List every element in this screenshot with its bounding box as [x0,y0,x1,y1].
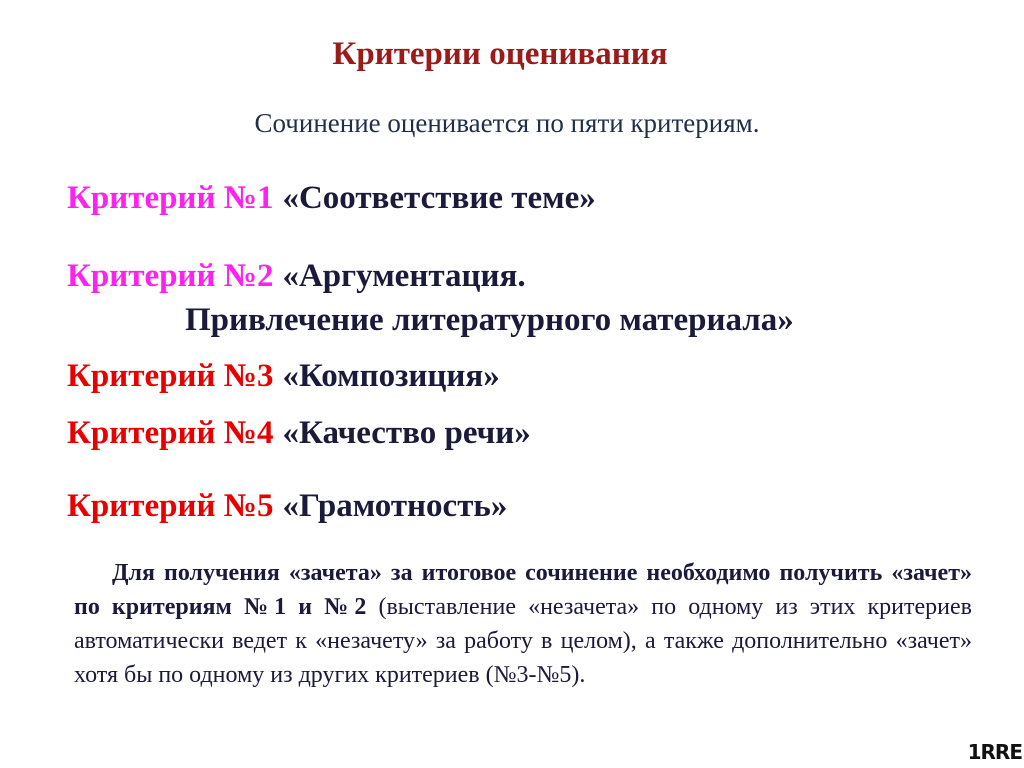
criterion-name: «Аргументация. [282,258,526,294]
criterion-5 [67,488,507,525]
slide-title: Критерии оценивания [332,36,668,72]
criterion-name: «Композиция» [282,358,500,394]
note-text: (выставление «незачета» по одному из этих критериев автоматически ведет к «незачету» за работу в целом), а также дополнительно «зачет» хотя бы по одному из других критериев (№3-№5). [74,594,972,688]
criterion-label: Критерий №4 [67,415,274,451]
criterion-label: Критерий №3 [67,358,274,394]
criterion-name: «Грамотность» [282,488,508,524]
note-bold-text: Для получения «зачета» за итоговое сочинение необходимо получить «зачет» по критериям №1 и №2 [74,560,972,620]
criterion-4 [67,415,531,452]
criterion-label: Критерий №1 [67,180,274,216]
criterion-1 [67,180,596,217]
pass-requirements-note [74,556,972,692]
watermark-logo: 1RRE [967,740,1022,764]
criterion-2-continuation: Привлечение литературного материала» [185,302,794,338]
criterion-name: «Соответствие теме» [282,180,596,216]
criterion-3 [67,358,500,395]
criterion-label: Критерий №2 [67,258,274,294]
criterion-name: «Качество речи» [282,415,531,451]
criterion-label: Критерий №5 [67,488,274,524]
criterion-2 [67,258,526,295]
slide-subtitle: Сочинение оценивается по пяти критериям. [254,108,760,138]
